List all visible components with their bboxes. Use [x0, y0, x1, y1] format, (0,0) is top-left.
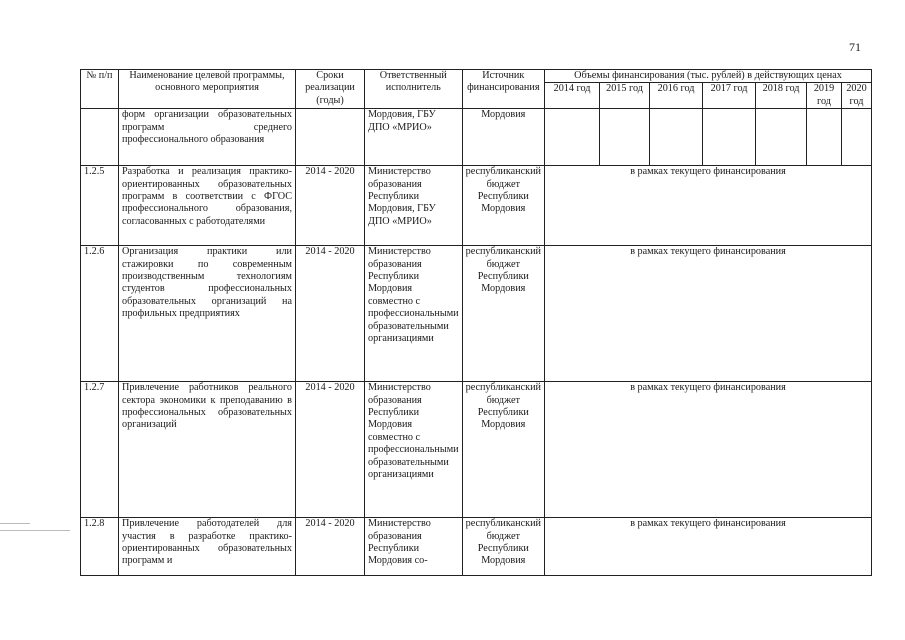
row-year-cell — [703, 109, 756, 166]
header-row — [81, 70, 872, 83]
row-financing: в рамках текущего финансирования — [545, 382, 872, 518]
row-financing: в рамках текущего финансирования — [545, 518, 872, 576]
header-year: 2019 год — [807, 83, 842, 109]
row-terms: 2014 - 2020 — [296, 382, 365, 518]
row-name: Привлечение работодателей для участия в разработке практико-ориентированных образовательных программ и — [119, 518, 296, 576]
row-responsible: Министерство образования Республики Мордовия совместно с профессиональными образовательными организациями — [365, 382, 463, 518]
header-year: 2018 год — [756, 83, 807, 109]
row-year-cell — [600, 109, 650, 166]
row-name: форм организации образовательных программ среднего профессионального образования — [119, 109, 296, 166]
row-source: республиканский бюджет Республики Мордовия — [462, 518, 544, 576]
row-num: 1.2.5 — [81, 166, 119, 246]
program-table — [80, 69, 872, 576]
row-terms: 2014 - 2020 — [296, 518, 365, 576]
row-financing: в рамках текущего финансирования — [545, 246, 872, 382]
header-year: 2017 год — [703, 83, 756, 109]
row-source: Мордовия — [462, 109, 544, 166]
row-year-cell — [545, 109, 600, 166]
row-source: республиканский бюджет Республики Мордовия — [462, 246, 544, 382]
header-responsible: Ответственный исполнитель — [365, 70, 463, 109]
scan-artifact — [0, 523, 30, 524]
table-row — [81, 109, 872, 166]
header-num: № п/п — [81, 70, 119, 109]
header-year: 2020 год — [842, 83, 872, 109]
header-year: 2014 год — [545, 83, 600, 109]
row-num: 1.2.6 — [81, 246, 119, 382]
row-name: Разработка и реализация практико-ориентированных образовательных программ в соответствии с ФГОС профессионального образования, согласованных с работодателями — [119, 166, 296, 246]
row-year-cell — [756, 109, 807, 166]
row-financing: в рамках текущего финансирования — [545, 166, 872, 246]
row-num — [81, 109, 119, 166]
header-year: 2016 год — [650, 83, 703, 109]
table-row — [81, 246, 872, 382]
row-terms: 2014 - 2020 — [296, 166, 365, 246]
row-num: 1.2.8 — [81, 518, 119, 576]
row-responsible: Министерство образования Республики Мордовия, ГБУ ДПО «МРИО» — [365, 166, 463, 246]
row-responsible: Министерство образования Республики Мордовия со- — [365, 518, 463, 576]
header-name: Наименование целевой программы, основного мероприятия — [119, 70, 296, 109]
row-year-cell — [842, 109, 872, 166]
page-number: 71 — [849, 40, 861, 54]
row-name: Привлечение работников реального сектора экономики к преподаванию в профессиональных образовательных организаций — [119, 382, 296, 518]
row-year-cell — [807, 109, 842, 166]
row-name: Организация практики или стажировки по современным производственным технологиям студентов профессиональных образовательных организаций на профильных предприятиях — [119, 246, 296, 382]
table-row — [81, 382, 872, 518]
header-year: 2015 год — [600, 83, 650, 109]
header-source: Источник финансирования — [462, 70, 544, 109]
header-terms: Сроки реализации (годы) — [296, 70, 365, 109]
row-source: республиканский бюджет Республики Мордовия — [462, 382, 544, 518]
table-row — [81, 166, 872, 246]
header-volumes: Объемы финансирования (тыс. рублей) в действующих ценах — [545, 70, 872, 83]
row-terms: 2014 - 2020 — [296, 246, 365, 382]
row-responsible: Министерство образования Республики Мордовия совместно с профессиональными образовательными организациями — [365, 246, 463, 382]
row-responsible: Мордовия, ГБУ ДПО «МРИО» — [365, 109, 463, 166]
row-terms — [296, 109, 365, 166]
row-year-cell — [650, 109, 703, 166]
scan-artifact — [0, 530, 70, 531]
row-num: 1.2.7 — [81, 382, 119, 518]
table-row — [81, 518, 872, 576]
row-source: республиканский бюджет Республики Мордовия — [462, 166, 544, 246]
